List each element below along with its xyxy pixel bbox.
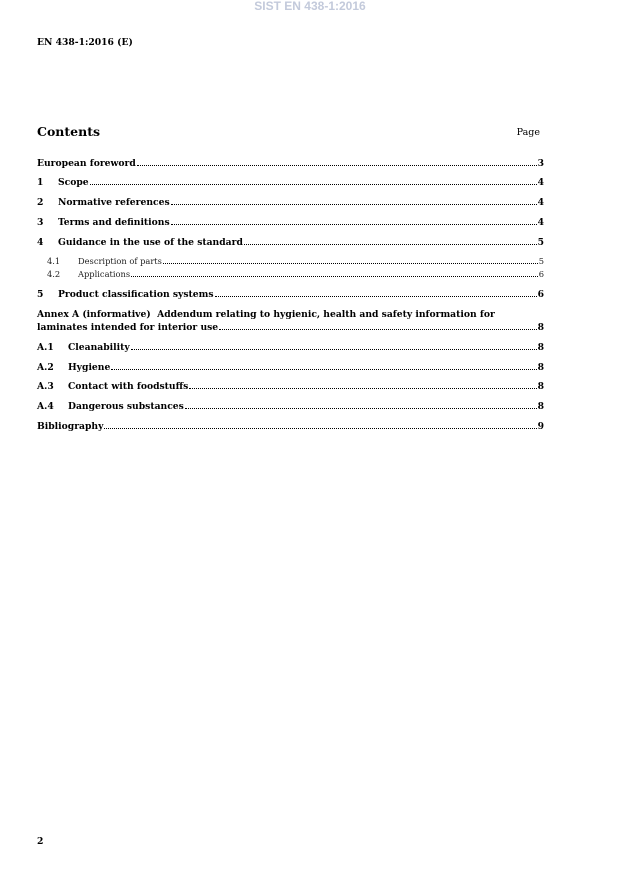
watermark: SIST EN 438-1:2016 [254,0,366,13]
dot-leader [171,204,537,205]
toc-entry-scope[interactable] [37,176,544,189]
toc-entry-european-foreword[interactable] [37,157,544,170]
toc-entry-title: Dangerous substances [68,401,184,413]
toc-entry-title: Applications [78,269,131,280]
toc-entry-annex-a-continuation [37,321,544,334]
document-id-header: EN 438-1:2016 (E) [37,37,133,48]
toc-entry-contact-with-foodstuffs[interactable] [37,380,544,393]
toc-entry-annex-a[interactable] [37,308,544,334]
toc-entry-page: 8 [537,322,544,334]
dot-leader [163,263,538,264]
toc-entry-number: 2 [37,197,44,209]
toc-entry-title: Bibliography [37,421,104,433]
contents-heading: Contents [37,124,101,139]
toc-entry-number: A.1 [37,341,54,353]
toc-entry-page: 8 [537,401,544,413]
toc-entry-number: 1 [37,177,44,189]
toc-entry-title: Guidance in the use of the standard [58,236,243,248]
dot-leader [219,329,536,330]
dot-leader [189,388,536,389]
toc-entry-page: 8 [537,341,544,353]
dot-leader [131,349,537,350]
toc-entry-page: 6 [537,289,544,301]
page-column-label: Page [516,127,540,138]
toc-entry-page: 4 [537,177,544,189]
toc-entry-title: Contact with foodstuffs [68,381,189,393]
toc-entry-page: 8 [537,381,544,393]
dot-leader [244,244,537,245]
dot-leader [131,276,538,277]
toc-entry-number: 4.2 [47,269,61,280]
toc-entry-number: A.3 [37,381,54,393]
toc-entry-page: 4 [537,197,544,209]
toc-entry-title: Scope [58,177,89,189]
toc-entry-bibliography[interactable] [37,420,544,433]
toc-entry-title: Cleanability [68,341,130,353]
toc-entry-title: Annex A (informative) Addendum relating to hygienic, health and safety information for [37,309,495,321]
toc-subentry-description-of-parts[interactable] [37,255,544,268]
toc-entry-number: 5 [37,289,44,301]
toc-entry-hygiene[interactable] [37,361,544,374]
dot-leader [90,184,537,185]
toc-entry-dangerous-substances[interactable] [37,400,544,413]
toc-entry-title: Normative references [58,197,170,209]
toc-entry-page: 6 [538,269,544,280]
toc-entry-number: A.4 [37,401,54,413]
toc-entry-page: 9 [537,421,544,433]
toc-entry-page: 5 [538,256,544,267]
toc-entry-page: 4 [537,216,544,228]
dot-leader [215,296,537,297]
toc-entry-cleanability[interactable] [37,341,544,354]
table-of-contents [37,157,544,434]
toc-entry-number: 4.1 [47,256,61,267]
dot-leader [111,369,536,370]
toc-subentry-applications[interactable] [37,268,544,281]
toc-entry-page: 3 [537,157,544,169]
dot-leader [185,408,537,409]
toc-entry-page: 8 [537,361,544,373]
toc-entry-normative-references[interactable] [37,196,544,209]
dot-leader [171,224,537,225]
toc-entry-title: Hygiene [68,361,111,373]
toc-entry-title: Description of parts [78,256,162,267]
toc-entry-guidance[interactable] [37,236,544,249]
toc-entry-title: laminates intended for interior use [37,322,219,334]
toc-entry-terms-and-definitions[interactable] [37,216,544,229]
toc-entry-title: Terms and definitions [58,216,170,228]
toc-entry-number: A.2 [37,361,54,373]
dot-leader [104,428,536,429]
dot-leader [137,165,537,166]
toc-entry-number: 3 [37,216,44,228]
page-number-footer: 2 [37,836,44,847]
toc-entry-title: European foreword [37,157,136,169]
toc-entry-title: Product classification systems [58,289,214,301]
toc-entry-product-classification-systems[interactable] [37,288,544,301]
toc-entry-number: 4 [37,236,44,248]
toc-entry-page: 5 [537,236,544,248]
